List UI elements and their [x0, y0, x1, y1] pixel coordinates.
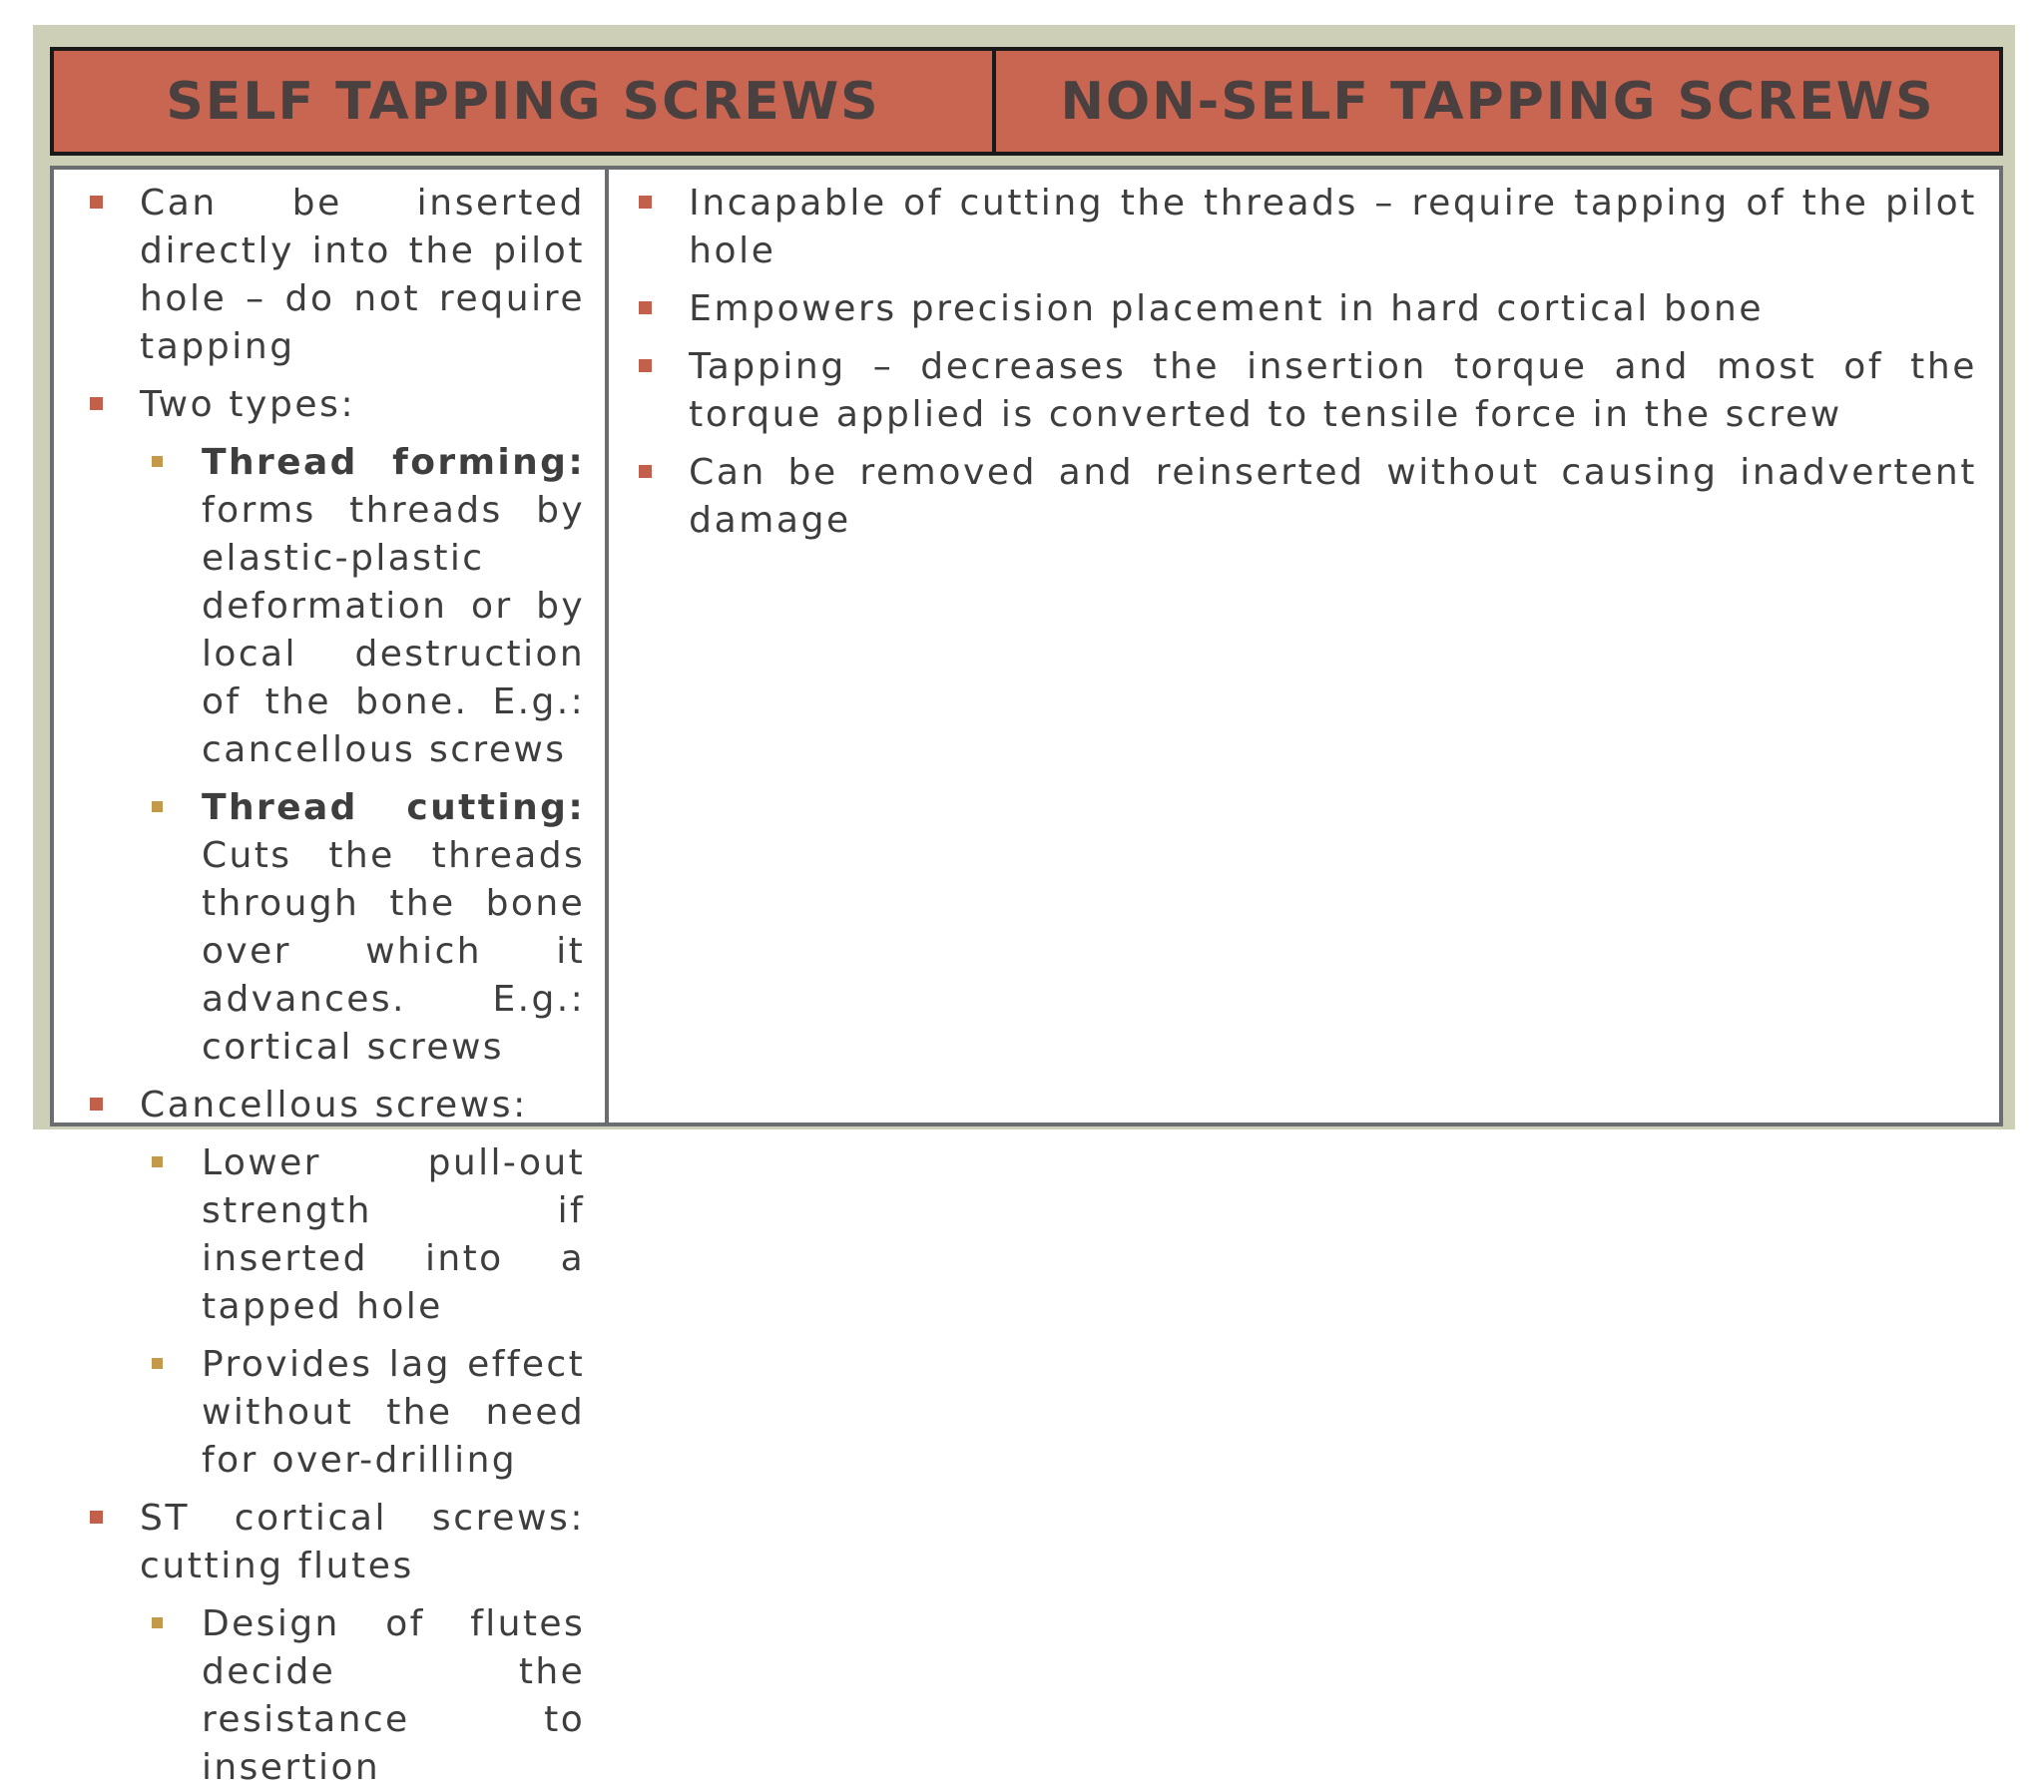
self-tapping-list — [90, 180, 585, 1792]
list-item: Provides lag effect without the need for over-drilling — [152, 1341, 585, 1485]
list-item: ST cortical screws: cutting flutes — [90, 1495, 585, 1590]
term-label: Thread cutting: — [202, 787, 586, 828]
list-item: Empowers precision placement in hard cortical bone — [639, 285, 1977, 333]
self-tapping-column — [54, 170, 609, 1788]
list-item: Lower pull-out strength if inserted into a tapped hole — [152, 1139, 585, 1331]
list-item: Can be inserted directly into the pilot hole – do not require tapping — [90, 180, 585, 371]
term-text: Cuts the threads through the bone over which it advances. E.g.: cortical screws — [202, 835, 586, 1068]
non-self-tapping-column — [609, 170, 1999, 1122]
list-item: Design of flutes decide the resistance to insertion — [152, 1600, 585, 1792]
non-self-tapping-list — [639, 180, 1977, 545]
header-non-self-tapping: NON-SELF TAPPING SCREWS — [1060, 71, 1935, 132]
table-body-row — [50, 166, 2003, 1788]
list-item: Tapping – decreases the insertion torque and most of the torque applied is converted to tensile force in the screw — [639, 343, 1977, 439]
table-header-row — [50, 47, 2003, 156]
term-text: forms threads by elastic-plastic deformation or by local destruction of the bone. E.g.: cancellous screws — [202, 490, 586, 770]
list-item: Can be removed and reinserted without causing inadvertent damage — [639, 449, 1977, 545]
list-item: Cancellous screws: — [90, 1082, 585, 1129]
list-item: Incapable of cutting the threads – require tapping of the pilot hole — [639, 180, 1977, 275]
header-self-tapping: SELF TAPPING SCREWS — [54, 51, 996, 152]
list-item — [152, 784, 585, 1072]
list-item — [152, 439, 585, 774]
list-item: Two types: — [90, 381, 585, 429]
term-label: Thread forming: — [202, 442, 586, 483]
